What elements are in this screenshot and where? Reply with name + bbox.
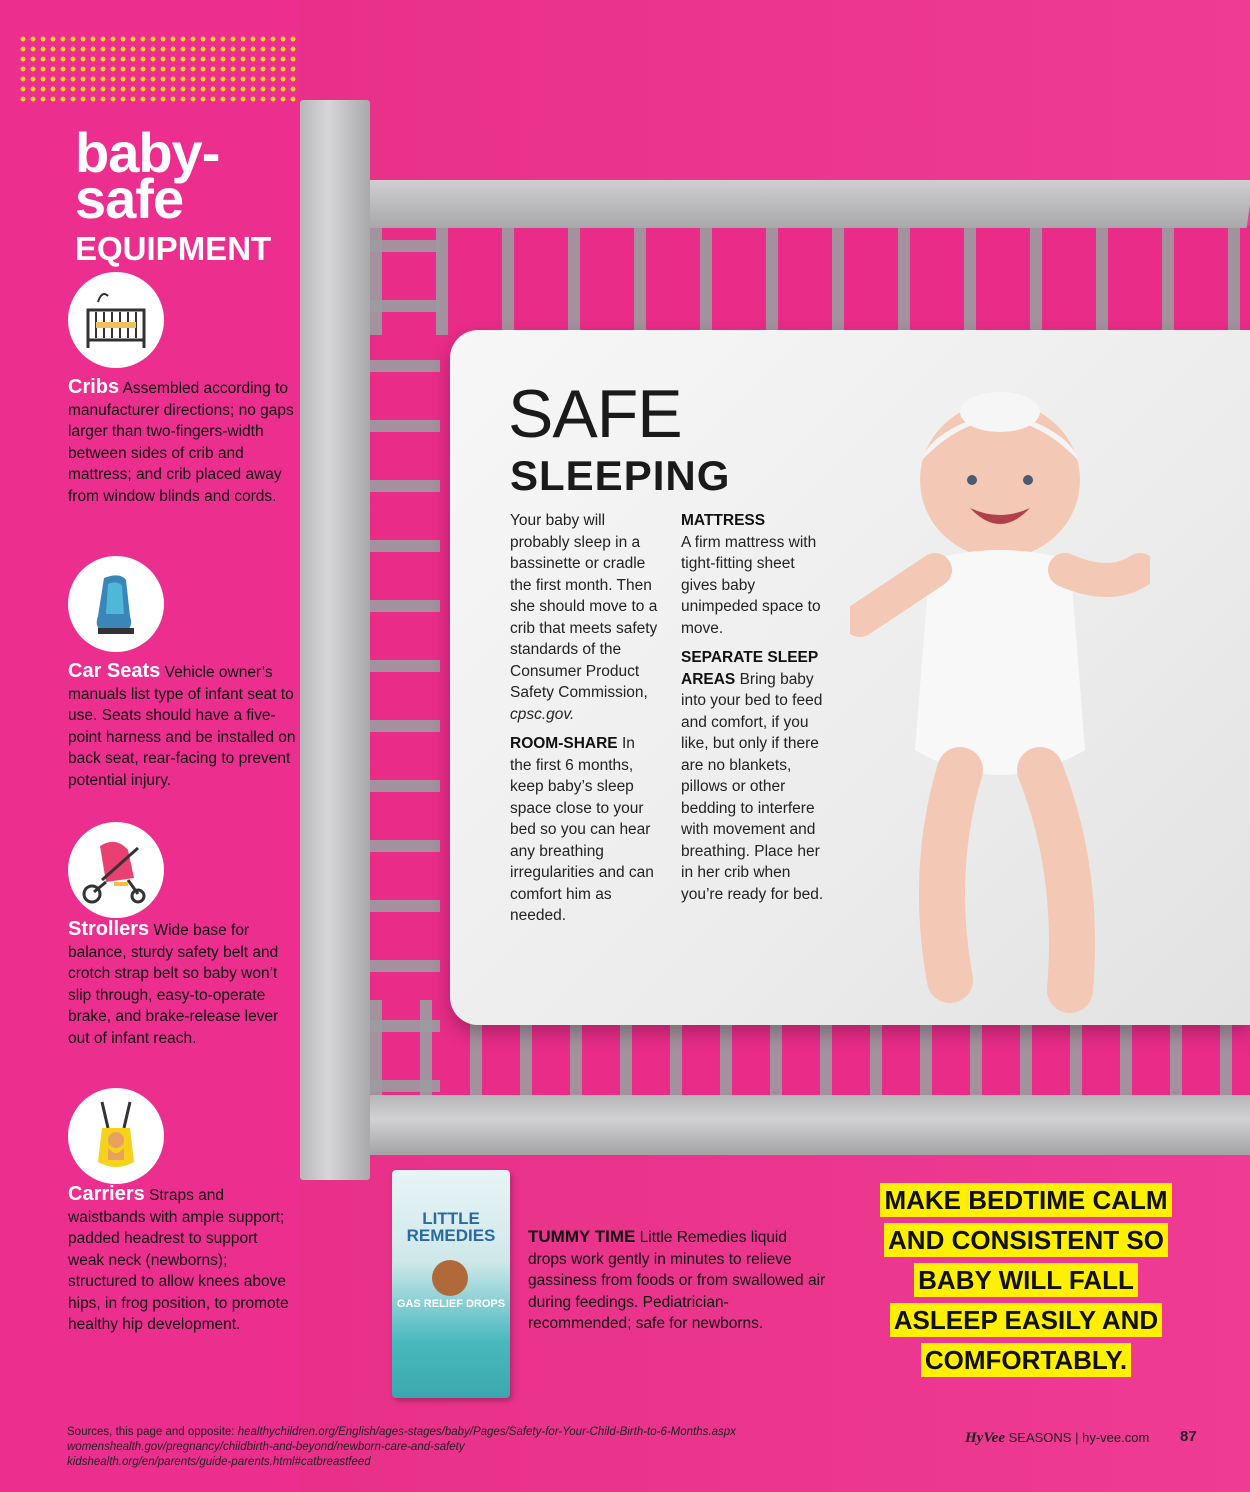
- hyvee-logo: HyVee: [965, 1430, 1005, 1446]
- separate-sleep-label: SEPARATE SLEEP AREAS: [681, 649, 818, 688]
- baby-face-icon: [432, 1260, 468, 1296]
- item-strollers: [68, 919, 298, 1049]
- tummy-time-paragraph: [528, 1226, 828, 1335]
- source-link-2[interactable]: womenshealth.gov/pregnancy/childbirth-and-beyond/newborn-care-and-safety: [67, 1441, 465, 1453]
- item-text: Straps and waistbands with ample support; padded headrest to support weak neck (newborns); structured to allow knees above hips, in frog position, to promote healthy hip development.: [68, 1187, 289, 1333]
- dot-pattern-decoration: [18, 34, 298, 104]
- brand-line-2: REMEDIES: [406, 1226, 496, 1245]
- room-share-text: In the first 6 months, keep baby’s sleep space close to your bed so you can hear any breathing irregularities and can comfort him as needed.: [510, 735, 654, 924]
- callout-line: AND CONSISTENT SO: [884, 1223, 1168, 1257]
- crib-bottom-rail: [370, 1095, 1250, 1155]
- intro-text: Your baby will probably sleep in a bassinette or cradle the first month. Then she should move to a crib that meets safety standards of the Consumer Product Safety Commission,: [510, 512, 658, 701]
- item-text: Wide base for balance, sturdy safety belt and crotch strap belt so baby won’t slip through, easy-to-operate brake, and brake-release lever out of infant reach.: [68, 922, 279, 1047]
- mattress-text: A firm mattress with tight-fitting sheet gives baby unimpeded space to move.: [681, 533, 821, 637]
- sleeping-column-right: [681, 510, 831, 913]
- crib-top-rail: [362, 180, 1250, 228]
- separate-sleep-text: Bring baby into your bed to feed and comfort, if you like, but only if there are no blankets, pillows or other bedding to interfere with movement and breathing. Place her in her crib when you’re ready for bed.: [681, 670, 824, 903]
- page-number: 87: [1180, 1428, 1197, 1445]
- carrier-icon: [68, 1088, 164, 1184]
- item-carriers: [68, 1184, 298, 1336]
- section-title: SAFE: [508, 376, 682, 452]
- brand-line-1: LITTLE: [422, 1209, 480, 1228]
- title-line-2: safe: [75, 167, 184, 230]
- item-label: Cribs: [68, 376, 120, 398]
- callout-line: COMFORTABLY.: [921, 1343, 1131, 1377]
- stroller-icon: [68, 822, 164, 918]
- product-name: GAS RELIEF DROPS: [396, 1298, 506, 1310]
- room-share-label: ROOM-SHARE: [510, 735, 618, 752]
- product-brand: [402, 1210, 500, 1244]
- page-subtitle: EQUIPMENT: [75, 230, 272, 267]
- crib-slats-left: [370, 240, 440, 1120]
- crib-post: [300, 100, 370, 1180]
- source-link-1[interactable]: healthychildren.org/English/ages-stages/baby/Pages/Safety-for-Your-Child-Birth-to-6-Months.aspx: [237, 1426, 736, 1438]
- callout-line: MAKE BEDTIME CALM: [880, 1183, 1171, 1217]
- item-label: Car Seats: [68, 660, 161, 682]
- source-link-3[interactable]: kidshealth.org/en/parents/guide-parents.html#catbreastfeed: [67, 1456, 371, 1468]
- callout-line: ASLEEP EASILY AND: [890, 1303, 1162, 1337]
- footer-section: SEASONS: [1008, 1430, 1072, 1445]
- item-label: Carriers: [68, 1183, 145, 1205]
- callout-line: BABY WILL FALL: [914, 1263, 1138, 1297]
- item-text: Assembled according to manufacturer directions; no gaps larger than two-fingers-width between sides of crib and mattress; and crib placed away from window blinds and cords.: [68, 380, 294, 505]
- tummy-time-text: Little Remedies liquid drops work gently in minutes to relieve gassiness from foods or from swallowed air during feedings. Pediatrician-recommended; safe for newborns.: [528, 1229, 826, 1332]
- footer: [965, 1430, 1149, 1447]
- item-cribs: [68, 377, 298, 507]
- footer-site[interactable]: | hy-vee.com: [1075, 1430, 1150, 1445]
- mattress-label: MATTRESS: [681, 512, 766, 529]
- sources-prefix: Sources, this page and opposite:: [67, 1426, 235, 1438]
- item-text: Vehicle owner’s manuals list type of infant seat to use. Seats should have a five-point harness and be installed on back seat, rear-facing to prevent potential injury.: [68, 664, 296, 789]
- tummy-time-label: TUMMY TIME: [528, 1227, 636, 1246]
- sources-note: [67, 1425, 887, 1470]
- title-line-1: baby-: [75, 121, 220, 184]
- bedtime-callout: [876, 1180, 1176, 1380]
- crib-slats-top: [370, 225, 1250, 335]
- sleeping-column-left: [510, 510, 660, 935]
- baby-photo: [850, 390, 1150, 1030]
- crib-icon: [68, 272, 164, 368]
- product-box: [392, 1170, 510, 1398]
- item-label: Strollers: [68, 918, 150, 940]
- page-title: [75, 121, 220, 230]
- section-subtitle: SLEEPING: [510, 452, 731, 499]
- cpsc-link: cpsc.gov.: [510, 705, 575, 723]
- car-seat-icon: [68, 556, 164, 652]
- item-car-seats: [68, 661, 298, 791]
